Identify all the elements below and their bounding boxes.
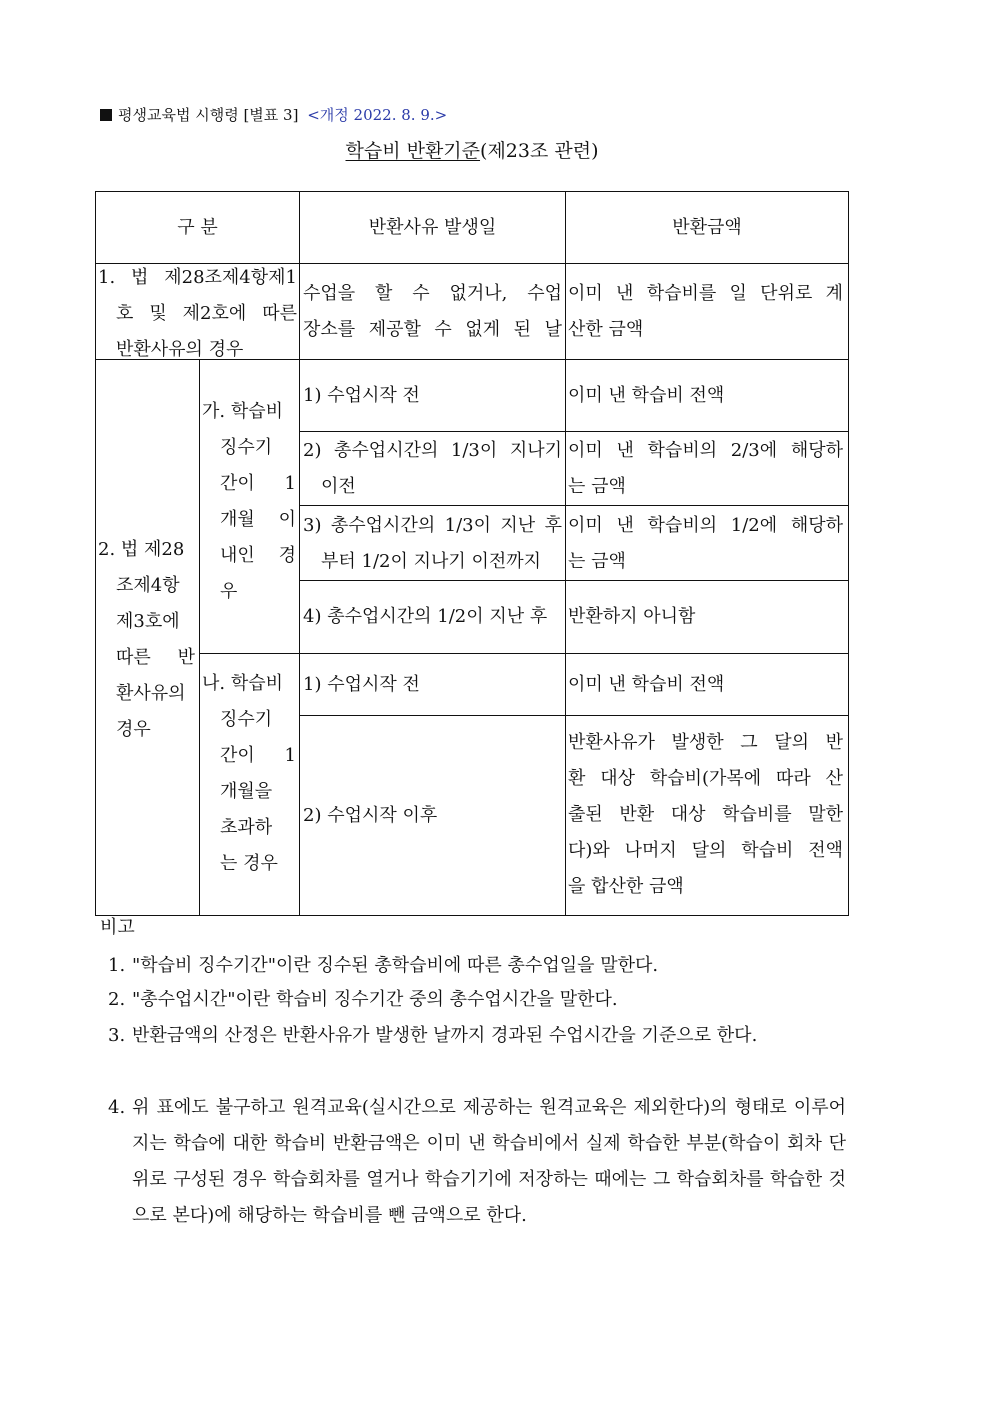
- amendment-date: <개정 2022. 8. 9.>: [307, 106, 448, 124]
- header-cell-event: 반환사유 발생일: [299, 191, 566, 264]
- groupA-refund-3: 이미 낸 학습비의 1/2에 해당하 는 금액: [565, 505, 849, 581]
- title-ref: (제23조 관련): [480, 140, 599, 162]
- notes-heading: 비고: [100, 917, 135, 938]
- row1-category-cell: 1. 법 제28조제4항제1 호 및 제2호에 따른 반환사유의 경우: [95, 263, 300, 360]
- groupB-refund-2: 반환사유가 발생한 그 달의 반 환 대상 학습비(가목에 따라 산 출된 반환 대상 학습비를 말한 다)와 나머지 달의 학습비 전액 을 합산한 금액: [565, 715, 849, 916]
- groupA-refund-1: 이미 낸 학습비 전액: [565, 359, 849, 432]
- groupB-refund-1: 이미 낸 학습비 전액: [565, 653, 849, 716]
- note-item: 1. "학습비 징수기간"이란 징수된 총학습비에 따른 총수업일을 말한다.: [108, 955, 659, 976]
- row2-category-cell: 2. 법 제28 조제4항 제3호에 따른 반 환사유의 경우: [95, 359, 200, 916]
- groupA-label-cell: 가. 학습비 징수기 간이 1 개월 이 내인 경 우: [199, 359, 300, 654]
- black-square-icon: [100, 109, 112, 121]
- document-title: [0, 136, 944, 163]
- row1-event-cell: 수업을 할 수 없거나, 수업 장소를 제공할 수 없게 된 날: [299, 263, 566, 360]
- groupB-label-cell: 나. 학습비 징수기 간이 1 개월을 초과하 는 경우: [199, 653, 300, 916]
- header-cell-refund: 반환금액: [565, 191, 849, 264]
- note-item: 4. 위 표에도 불구하고 원격교육(실시간으로 제공하는 원격교육은 제외한다)의 형태로 이루어지는 학습에 대한 학습비 반환금액은 이미 낸 학습비에서 실제 학습한 부분(학습이 회차 단위로 구성된 경우 학습회차를 열거나 학습기기에 저장하는 때에는 그 학습회차를 학습한 것으로 본다)에 해당하는 학습비를 뺀 금액으로 한다.: [108, 1097, 846, 1226]
- refund-table: [96, 192, 849, 916]
- title-main: 학습비 반환기준: [345, 140, 481, 162]
- groupA-event-2: 2) 총수업시간의 1/3이 지나기 이전: [299, 431, 566, 506]
- note-item: 2. "총수업시간"이란 학습비 징수기간 중의 총수업시간을 말한다.: [108, 989, 618, 1010]
- groupA-event-4: 4) 총수업시간의 1/2이 지난 후: [299, 580, 566, 654]
- note-item: 3. 반환금액의 산정은 반환사유가 발생한 날까지 경과된 수업시간을 기준으로 한다.: [108, 1025, 758, 1046]
- header-cell-category: 구 분: [95, 191, 300, 264]
- groupB-event-1: 1) 수업시작 전: [299, 653, 566, 716]
- groupB-event-2: 2) 수업시작 이후: [299, 715, 566, 916]
- header-label: 평생교육법 시행령 [별표 3]: [118, 106, 299, 124]
- groupA-refund-4: 반환하지 아니함: [565, 580, 849, 654]
- document-header: [100, 104, 447, 125]
- row1-refund-cell: 이미 낸 학습비를 일 단위로 계 산한 금액: [565, 263, 849, 360]
- groupA-event-3: 3) 총수업시간의 1/3이 지난 후 부터 1/2이 지나기 이전까지: [299, 505, 566, 581]
- groupA-event-1: 1) 수업시작 전: [299, 359, 566, 432]
- groupA-refund-2: 이미 낸 학습비의 2/3에 해당하 는 금액: [565, 431, 849, 506]
